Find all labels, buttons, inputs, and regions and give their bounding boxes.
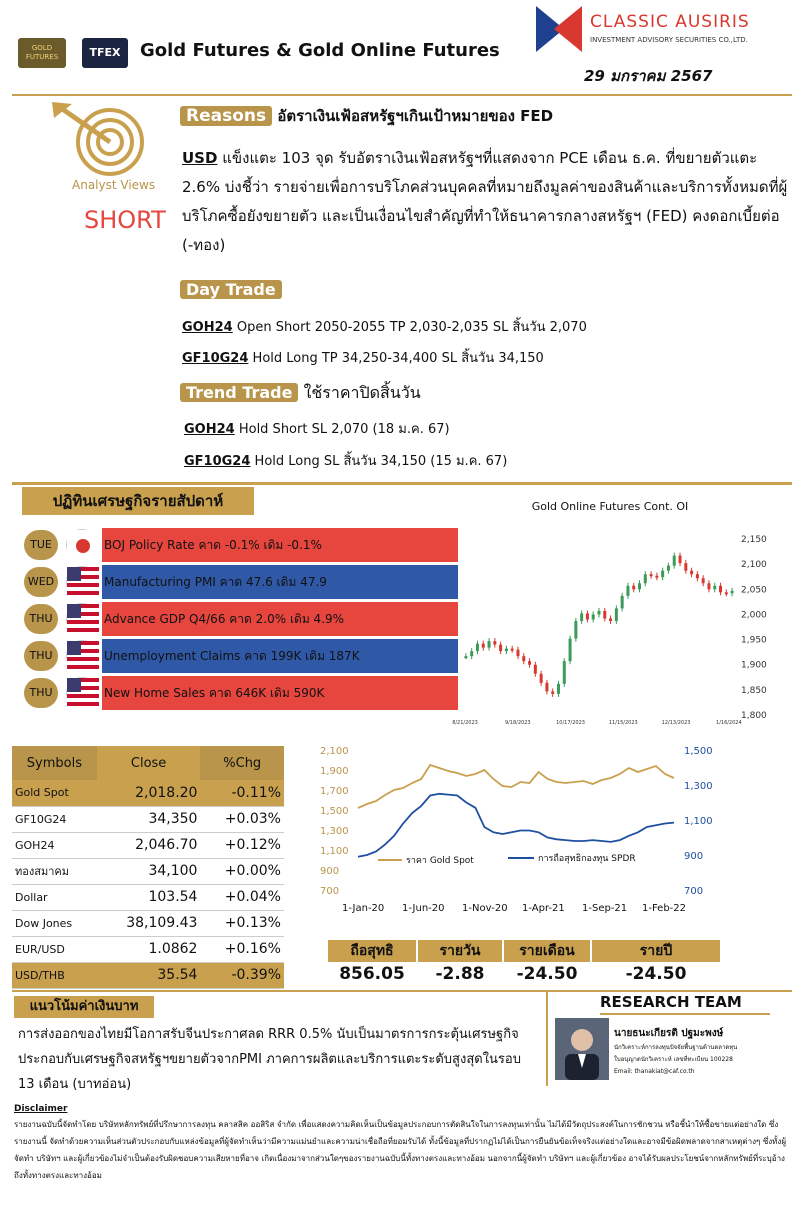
reasons-text: แข็งแตะ 103 จุด รับอัตราเงินเฟ้อสหรัฐฯที่แสดงจาก PCE เดือน ธ.ค. ที่ขยายตัวแตะ 2.6% บ่งชี้ว่า รายจ่ายเพื่อการบริโภคส่วนบุคคลที่หมายถึงมูลค่าของสินค้าและบริการทั้งหมดที่ผู้บริโภคซื้อยังขยายตัว และเป็นเงื่อนไขสำคัญที่ทำให้ธนาคารกลางสหรัฐฯ (FED) คงดอกเบี้ยต่อ (-ทอง) bbox=[182, 149, 788, 254]
x-tick-label: 1-Sep-21 bbox=[582, 903, 628, 914]
trend-trade-note: ใช้ราคาปิดสิ้นวัน bbox=[303, 383, 421, 402]
series-line-gold-spot bbox=[358, 765, 674, 808]
x-tick-label: 1-Feb-22 bbox=[642, 903, 687, 914]
table-row bbox=[12, 806, 284, 832]
candle-body bbox=[505, 649, 508, 652]
y-left-tick-label: 1,500 bbox=[320, 806, 349, 817]
y-tick-label: 1,900 bbox=[741, 660, 767, 671]
trend-trade-item: GF10G24 Hold Long SL สิ้นวัน 34,150 (15 ม.ค. 67) bbox=[184, 454, 508, 469]
candle-body bbox=[731, 591, 734, 594]
cell-chg: +0.13% bbox=[200, 910, 284, 936]
col-chg: %Chg bbox=[200, 746, 284, 780]
candle-body bbox=[499, 645, 502, 652]
baht-text: การส่งออกของไทยมีโอกาสรับจีนประกาศลด RRR 0.5% นับเป็นมาตรการกระตุ้นเศรษฐกิจ ประกอบกับเศรษฐกิจสหรัฐฯขยายตัวจากPMI ภาคการผลิตและบริการแตะระดับสูงสุดในรอบ 13 เดือน (บาทอ่อน) bbox=[18, 1027, 521, 1092]
x-tick-label: 9/18/2023 bbox=[504, 720, 531, 726]
y-right-tick-label: 700 bbox=[684, 886, 704, 897]
calendar-title: ปฏิทินเศรษฐกิจรายสัปดาห์ bbox=[22, 487, 254, 515]
y-right-tick-label: 1,500 bbox=[684, 746, 713, 757]
cell-symbol: Dow Jones bbox=[12, 910, 97, 936]
y-left-tick-label: 900 bbox=[320, 866, 340, 877]
analyst-role: นักวิเคราะห์การลงทุนปัจจัยพื้นฐานด้านตลาดทุน bbox=[614, 1044, 738, 1051]
candle-body bbox=[626, 586, 629, 596]
company-name: CLASSIC AUSIRIS bbox=[590, 12, 750, 32]
series-line-spdr bbox=[358, 794, 674, 857]
candle-body bbox=[644, 574, 647, 583]
oi-chart bbox=[452, 520, 785, 732]
x-tick-label: 1-Apr-21 bbox=[522, 903, 565, 914]
company-logo-icon bbox=[536, 6, 582, 52]
usd-ticker: USD bbox=[182, 149, 218, 167]
y-tick-label: 2,100 bbox=[741, 560, 767, 571]
candle-body bbox=[719, 586, 722, 593]
cell-symbol: GF10G24 bbox=[12, 806, 97, 832]
candle-body bbox=[696, 574, 699, 578]
candle-body bbox=[598, 611, 601, 615]
spdr-value: -24.50 bbox=[625, 964, 687, 984]
candle-body bbox=[545, 683, 548, 692]
page-title: Gold Futures & Gold Online Futures bbox=[140, 40, 500, 61]
candle-body bbox=[522, 656, 525, 661]
candle-body bbox=[638, 583, 641, 589]
y-left-tick-label: 1,100 bbox=[320, 846, 349, 857]
candle-body bbox=[534, 665, 537, 674]
cell-symbol: EUR/USD bbox=[12, 936, 97, 962]
cell-chg: +0.03% bbox=[200, 806, 284, 832]
day-trade-item: GF10G24 Hold Long TP 34,250-34,400 SL สิ้นวัน 34,150 bbox=[182, 351, 544, 366]
spdr-header: ถือสุทธิ bbox=[328, 940, 416, 962]
us-flag-icon bbox=[66, 640, 98, 672]
cell-chg: -0.11% bbox=[200, 780, 284, 806]
analyst-license: ใบอนุญาตนักวิเคราะห์ เลขที่ทะเบียน 100228 bbox=[614, 1056, 733, 1063]
candle-body bbox=[557, 684, 560, 694]
y-tick-label: 2,150 bbox=[741, 535, 767, 545]
table-row bbox=[12, 936, 284, 962]
y-tick-label: 2,050 bbox=[741, 585, 767, 596]
spdr-header: รายเดือน bbox=[504, 940, 590, 962]
legend-label: การถือสุทธิกองทุน SPDR bbox=[538, 854, 636, 864]
cell-close: 103.54 bbox=[97, 884, 201, 910]
cell-symbol: GOH24 bbox=[12, 832, 97, 858]
report-date: 29 มกราคม 2567 bbox=[584, 67, 713, 85]
candle-body bbox=[464, 656, 467, 658]
reasons-body bbox=[182, 144, 788, 260]
calendar-event: THU New Home Sales คาด 646K เดิม 590K bbox=[10, 675, 460, 711]
y-tick-label: 1,800 bbox=[741, 711, 767, 721]
candle-body bbox=[725, 592, 728, 594]
candle-body bbox=[650, 574, 653, 576]
candle-body bbox=[713, 586, 716, 590]
candle-body bbox=[603, 611, 606, 619]
cell-close: 35.54 bbox=[97, 962, 201, 988]
candle-body bbox=[673, 556, 676, 566]
cell-symbol: USD/THB bbox=[12, 962, 97, 988]
candle-body bbox=[528, 661, 531, 665]
table-row bbox=[12, 884, 284, 910]
candle-body bbox=[511, 649, 514, 651]
table-row bbox=[12, 858, 284, 884]
trend-trade-tag: Trend Trade bbox=[180, 383, 298, 402]
gold-spdr-chart bbox=[312, 740, 712, 920]
candle-body bbox=[661, 571, 664, 578]
us-flag-icon bbox=[66, 566, 98, 598]
candle-body bbox=[690, 571, 693, 575]
candle-body bbox=[493, 641, 496, 645]
x-tick-label: 8/21/2023 bbox=[452, 720, 478, 726]
candle-body bbox=[679, 556, 682, 564]
section-divider bbox=[12, 482, 792, 485]
candle-body bbox=[488, 641, 491, 648]
analyst-views-label: Analyst Views bbox=[72, 178, 156, 192]
cell-close: 2,018.20 bbox=[97, 780, 201, 806]
cell-symbol: Gold Spot bbox=[12, 780, 97, 806]
symbols-table bbox=[12, 746, 284, 989]
y-left-tick-label: 1,900 bbox=[320, 766, 349, 777]
cell-symbol: ทองสมาคม bbox=[12, 858, 97, 884]
y-left-tick-label: 1,700 bbox=[320, 786, 349, 797]
candle-body bbox=[684, 563, 687, 571]
gold-futures-logo: GOLD FUTURES bbox=[18, 38, 66, 68]
candle-body bbox=[574, 621, 577, 639]
candle-body bbox=[586, 613, 589, 619]
candle-body bbox=[667, 566, 670, 571]
candle-body bbox=[580, 613, 583, 621]
x-tick-label: 11/15/2023 bbox=[608, 720, 638, 726]
us-flag-icon bbox=[66, 603, 98, 635]
company-subtitle: INVESTMENT ADVISORY SECURITIES CO.,LTD. bbox=[590, 36, 748, 44]
day-trade-item: GOH24 Open Short 2050-2055 TP 2,030-2,035 SL สิ้นวัน 2,070 bbox=[182, 320, 587, 335]
y-left-tick-label: 1,300 bbox=[320, 826, 349, 837]
candle-body bbox=[632, 586, 635, 590]
candle-body bbox=[476, 644, 479, 652]
candle-body bbox=[609, 618, 612, 621]
us-flag-icon bbox=[66, 677, 98, 709]
cell-chg: +0.12% bbox=[200, 832, 284, 858]
y-tick-label: 2,000 bbox=[741, 610, 767, 621]
y-right-tick-label: 1,100 bbox=[684, 816, 713, 827]
table-row bbox=[12, 780, 284, 806]
tfex-logo: TFEX bbox=[82, 38, 128, 68]
reasons-headline: อัตราเงินเฟ้อสหรัฐฯเกินเป้าหมายของ FED bbox=[277, 107, 554, 125]
col-symbols: Symbols bbox=[12, 746, 97, 780]
candle-body bbox=[569, 639, 572, 662]
research-title-underline bbox=[600, 1013, 770, 1015]
candle-body bbox=[551, 691, 554, 694]
candle-body bbox=[516, 650, 519, 657]
disclaimer-title: Disclaimer bbox=[14, 1104, 68, 1114]
disclaimer-text: รายงานฉบับนี้จัดทำโดย บริษัทหลักทรัพย์ที่ปรึกษาการลงทุน คลาสสิค ออสิริส จำกัด เพื่อแสดงความคิดเห็นเป็นข้อมูลประกอบการตัดสินใจในการลงทุนเท่านั้น ไม่ได้มีวัตถุประสงค์ในการชักชวน หรือชี้นำให้ซื้อขายแต่อย่างใด ซึ่งรายงานนี้ จัดทำด้วยความเห็นส่วนตัวประกอบกับแหล่งข้อมูลที่ผู้จัดทำเห็นว่ามีความแม่นยำและความน่าเชื่อถือที่ยอมรับได้ ทั้งนี้ข้อมูลที่ปรากฏไม่ได้เป็นการยืนยันข้อเท็จจริงแต่อย่างใดและอาจมีข้อผิดพลาดจากสาเหตุต่างๆ ซึ่งทั้งผู้จัดทำ บริษัทฯ และผู้เกี่ยวข้องไม่จำเป็นต้องรับผิดชอบความเสียหายที่อาจ เกิดเนื่องมาจากส่วนใดๆของรายงานฉบับนี้ทั้งทางตรงและทางอ้อม นอกจากนี้ผู้จัดทำ บริษัทฯ และผู้เกี่ยวข้อง อาจได้รับผลประโยชน์จากหลักทรัพย์ที่ระบุอ้างถึงทั้งทางตรงและทางอ้อม bbox=[14, 1120, 787, 1180]
cell-symbol: Dollar bbox=[12, 884, 97, 910]
section-divider bbox=[12, 990, 792, 992]
x-tick-label: 1/16/2024 bbox=[716, 720, 742, 726]
candle-body bbox=[482, 644, 485, 648]
spdr-header: รายวัน bbox=[418, 940, 502, 962]
cell-chg: -0.39% bbox=[200, 962, 284, 988]
legend-label: ราคา Gold Spot bbox=[406, 856, 474, 866]
analyst-avatar bbox=[555, 1018, 609, 1080]
spdr-header: รายปี bbox=[592, 940, 720, 962]
oi-chart-title: Gold Online Futures Cont. OI bbox=[531, 500, 689, 513]
candle-body bbox=[615, 608, 618, 621]
table-row bbox=[12, 910, 284, 936]
y-left-tick-label: 2,100 bbox=[320, 746, 349, 757]
candle-body bbox=[540, 674, 543, 683]
cell-chg: +0.16% bbox=[200, 936, 284, 962]
analyst-view: SHORT bbox=[84, 206, 166, 234]
candle-body bbox=[592, 614, 595, 619]
x-tick-label: 1-Nov-20 bbox=[462, 903, 508, 914]
header-divider bbox=[12, 94, 792, 96]
japan-flag-icon bbox=[66, 529, 98, 561]
target-arrow-icon bbox=[50, 100, 150, 180]
y-right-tick-label: 900 bbox=[684, 851, 704, 862]
section-vertical-divider bbox=[546, 992, 548, 1086]
baht-title: แนวโน้มค่าเงินบาท bbox=[14, 996, 154, 1018]
table-row bbox=[12, 832, 284, 858]
x-tick-label: 1-Jan-20 bbox=[342, 903, 385, 914]
day-trade-tag: Day Trade bbox=[180, 280, 282, 299]
calendar-event: TUE BOJ Policy Rate คาด -0.1% เดิม -0.1% bbox=[10, 527, 460, 563]
spdr-value: 856.05 bbox=[339, 964, 405, 984]
table-row bbox=[12, 962, 284, 988]
col-close: Close bbox=[97, 746, 201, 780]
calendar-event: THU Advance GDP Q4/66 คาด 2.0% เดิม 4.9% bbox=[10, 601, 460, 637]
cell-chg: +0.04% bbox=[200, 884, 284, 910]
x-tick-label: 12/13/2023 bbox=[661, 720, 691, 726]
y-right-tick-label: 1,300 bbox=[684, 781, 713, 792]
cell-close: 34,100 bbox=[97, 858, 201, 884]
cell-close: 1.0862 bbox=[97, 936, 201, 962]
cell-close: 34,350 bbox=[97, 806, 201, 832]
cell-close: 2,046.70 bbox=[97, 832, 201, 858]
candle-body bbox=[707, 583, 710, 589]
candle-body bbox=[655, 576, 658, 578]
spdr-value: -24.50 bbox=[516, 964, 578, 984]
x-tick-label: 1-Jun-20 bbox=[402, 903, 445, 914]
trend-trade-item: GOH24 Hold Short SL 2,070 (18 ม.ค. 67) bbox=[184, 422, 450, 437]
spdr-value: -2.88 bbox=[435, 964, 485, 984]
analyst-name: นายธนะเกียรติ ปฐมะพงษ์ bbox=[614, 1028, 724, 1039]
analyst-email: Email: thanakiat@caf.co.th bbox=[614, 1068, 695, 1075]
calendar-event: THU Unemployment Claims คาด 199K เดิม 187K bbox=[10, 638, 460, 674]
research-team-title: RESEARCH TEAM bbox=[600, 993, 742, 1011]
cell-chg: +0.00% bbox=[200, 858, 284, 884]
y-tick-label: 1,850 bbox=[741, 685, 767, 696]
y-left-tick-label: 700 bbox=[320, 886, 340, 897]
x-tick-label: 10/17/2023 bbox=[556, 720, 585, 726]
candle-body bbox=[702, 578, 705, 583]
candle-body bbox=[563, 661, 566, 684]
y-tick-label: 1,950 bbox=[741, 635, 767, 646]
reasons-tag: Reasons bbox=[180, 106, 272, 126]
calendar-event: WED Manufacturing PMI คาด 47.6 เดิม 47.9 bbox=[10, 564, 460, 600]
candle-body bbox=[621, 596, 624, 609]
cell-close: 38,109.43 bbox=[97, 910, 201, 936]
candle-body bbox=[470, 651, 473, 656]
